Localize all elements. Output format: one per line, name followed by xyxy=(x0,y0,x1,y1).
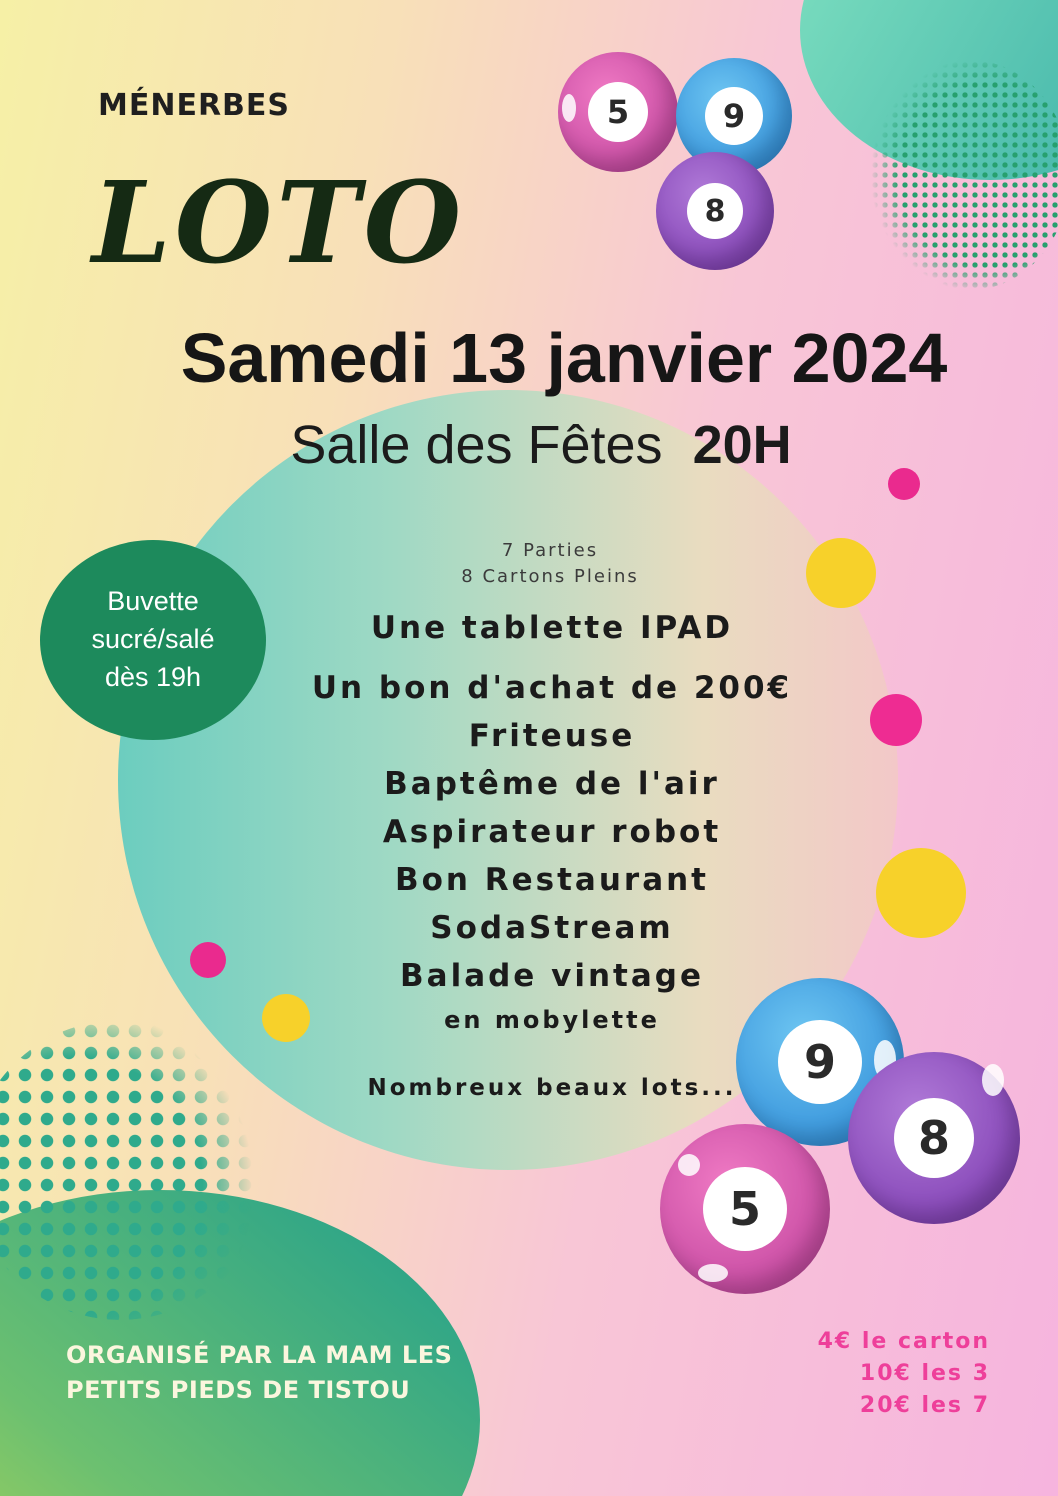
prize-item: Aspirateur robot xyxy=(382,814,722,850)
prize-item: Bon Restaurant xyxy=(394,862,710,898)
organizer xyxy=(66,1338,452,1408)
organizer-line: PETITS PIEDS DE TISTOU xyxy=(66,1375,411,1404)
venue-line xyxy=(0,414,1058,476)
ball-number: 5 xyxy=(703,1167,787,1251)
prize-item: Une tablette IPAD xyxy=(370,610,734,646)
prize-item: SodaStream xyxy=(430,910,674,946)
games-info xyxy=(0,538,1058,590)
ball-number: 9 xyxy=(705,87,763,145)
parties-count: 7 Parties xyxy=(501,540,599,561)
organizer-line: ORGANISÉ PAR LA MAM LES xyxy=(66,1341,453,1369)
prize-item: Balade vintage xyxy=(400,958,704,994)
cartons-pleins: 8 Cartons Pleins xyxy=(461,566,639,588)
lottery-ball xyxy=(656,152,774,270)
dot-pattern-top-right xyxy=(870,60,1058,290)
ball-number: 8 xyxy=(687,183,743,239)
price-line: 10€ les 3 xyxy=(859,1360,990,1386)
town-name: MÉNERBES xyxy=(98,88,291,123)
prize-item: en mobylette xyxy=(444,1006,660,1034)
ball-number: 8 xyxy=(894,1098,974,1178)
prize-item: Friteuse xyxy=(468,718,636,754)
prize-list xyxy=(0,604,1058,1112)
price-line: 4€ le carton xyxy=(817,1329,990,1354)
buvette-line: dès 19h xyxy=(104,661,202,692)
price-line: 20€ les 7 xyxy=(859,1392,990,1418)
buvette-line: Buvette xyxy=(107,586,199,617)
venue-name: Salle des Fêtes xyxy=(290,415,663,475)
pricing xyxy=(818,1326,990,1422)
more-prizes-note: Nombreux beaux lots... xyxy=(367,1075,737,1101)
event-date: Samedi 13 janvier 2024 xyxy=(180,319,948,397)
prize-item: Un bon d'achat de 200€ xyxy=(311,670,793,706)
buvette-line: sucré/salé xyxy=(91,624,215,655)
ball-number: 9 xyxy=(778,1020,862,1104)
event-time: 20H xyxy=(692,415,792,475)
lottery-ball xyxy=(558,52,678,172)
event-title: LOTO xyxy=(92,158,466,289)
ball-number: 5 xyxy=(588,82,648,142)
lottery-ball xyxy=(660,1124,830,1294)
prize-item: Baptême de l'air xyxy=(384,766,720,802)
